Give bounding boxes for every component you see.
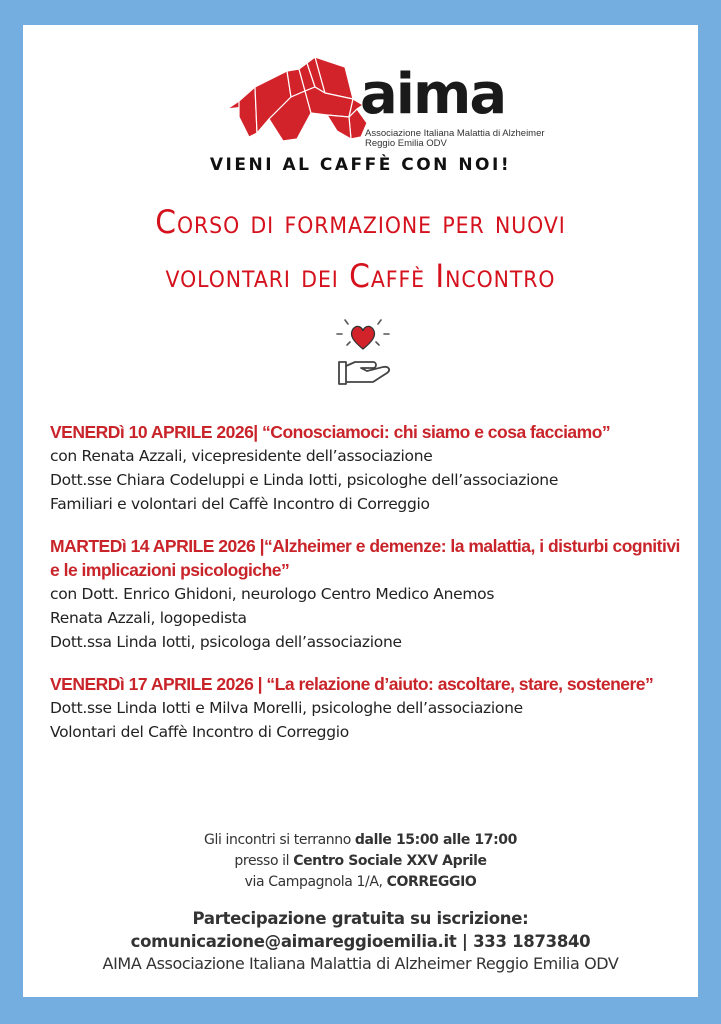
title-line1: Corso di formazione per nuovi <box>155 203 566 241</box>
event-item <box>50 534 690 654</box>
info-time-label: Gli incontri si terranno <box>204 832 355 848</box>
contact-email[interactable]: comunicazione@aimareggioemilia.it <box>130 932 457 951</box>
event-speaker: Dott.ssa Linda Iotti, psicologa dell’associazione <box>50 633 402 651</box>
contact-line <box>23 930 698 953</box>
events-list <box>50 420 690 762</box>
info-time <box>23 830 698 851</box>
contact-block <box>23 907 698 975</box>
event-speaker: con Dott. Enrico Ghidoni, neurologo Centro Medico Anemos <box>50 585 495 603</box>
event-item <box>50 420 690 516</box>
info-venue-label: presso il <box>234 853 294 869</box>
logo-wordmark: aima <box>360 62 506 127</box>
event-speaker: Renata Azzali, logopedista <box>50 609 247 627</box>
event-item <box>50 672 690 744</box>
event-speaker: Familiari e volontari del Caffè Incontro di Correggio <box>50 495 430 513</box>
info-time-value: dalle 15:00 alle 17:00 <box>354 832 517 848</box>
event-speaker: Dott.sse Chiara Codeluppi e Linda Iotti, psicologhe dell’associazione <box>50 471 559 489</box>
event-heading: MARTEDì 14 APRILE 2026 |“Alzheimer e demenze: la malattia, i disturbi cognitivi e le implicazioni psicologiche” <box>50 536 680 580</box>
flyer-page <box>23 25 698 997</box>
event-heading: VENERDì 17 APRILE 2026 | “La relazione d’aiuto: ascoltare, stare, sostenere” <box>50 674 654 694</box>
page-title <box>47 195 675 303</box>
info-city: CORREGGIO <box>386 874 477 890</box>
tagline: VIENI AL CAFFÈ CON NOI! <box>209 155 512 175</box>
event-info <box>23 830 698 893</box>
logo-subtitle-line2: Reggio Emilia ODV <box>365 138 447 149</box>
info-venue-value: Centro Sociale XXV Aprile <box>293 853 487 869</box>
organization-name: AIMA Associazione Italiana Malattia di Alzheimer Reggio Emilia ODV <box>102 954 619 973</box>
contact-separator: | <box>456 932 474 951</box>
title-line2: volontari dei Caffè Incontro <box>165 257 556 295</box>
contact-phone[interactable]: 333 1873840 <box>473 932 591 951</box>
event-speaker: Volontari del Caffè Incontro di Correggio <box>50 723 349 741</box>
info-address <box>23 872 698 893</box>
origami-elephant-icon <box>225 47 375 147</box>
registration-note: Partecipazione gratuita su iscrizione: <box>192 909 529 928</box>
event-speaker: Dott.sse Linda Iotti e Milva Morelli, psicologhe dell’associazione <box>50 699 523 717</box>
event-heading: VENERDì 10 APRILE 2026| “Conosciamoci: chi siamo e cosa facciamo” <box>50 422 611 442</box>
info-address-label: via Campagnola 1/A, <box>244 874 387 890</box>
event-speaker: con Renata Azzali, vicepresidente dell’associazione <box>50 447 433 465</box>
logo-subtitle-line1: Associazione Italiana Malattia di Alzheimer <box>365 128 545 139</box>
heart-in-hand-icon <box>323 315 403 395</box>
info-venue <box>23 851 698 872</box>
aima-logo <box>225 47 545 147</box>
logo-subtitle <box>365 129 545 149</box>
